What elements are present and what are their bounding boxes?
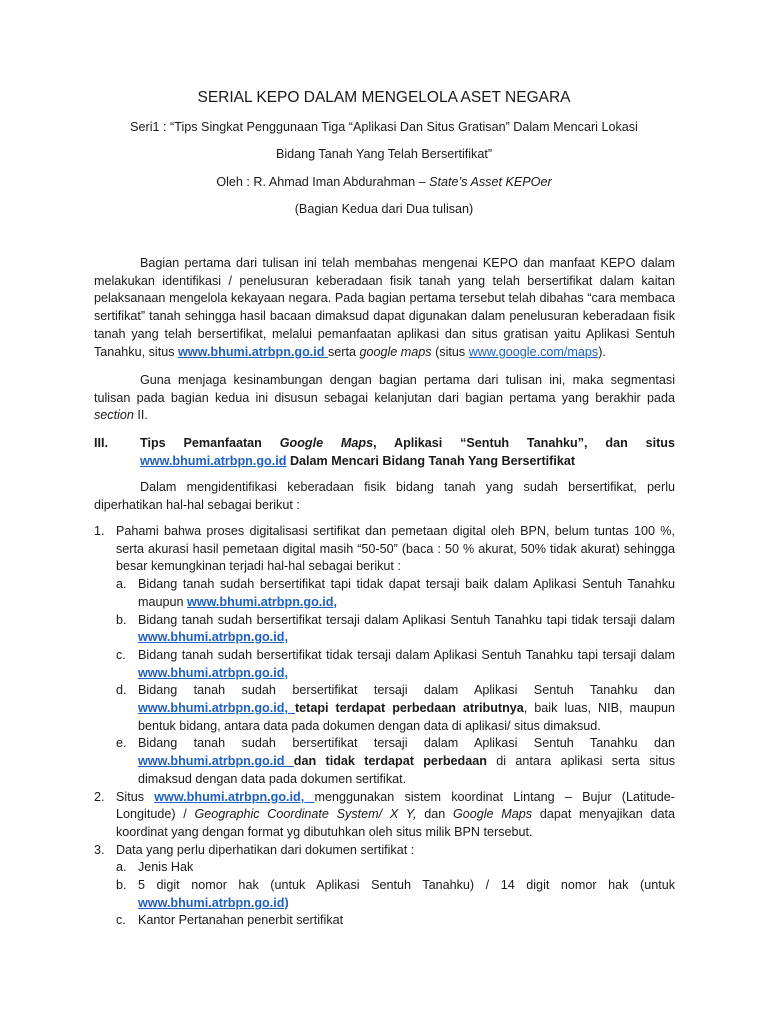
sublist-marker: b. (116, 878, 127, 893)
sublist-1b-text: Bidang tanah sudah bersertifikat tersaji dalam Aplikasi Sentuh Tanahku tapi tidak tersaji dalam (138, 612, 675, 627)
sublist-marker: e. (116, 736, 127, 751)
sublist-item-3a (116, 859, 675, 877)
document-title: SERIAL KEPO DALAM MENGELOLA ASET NEGARA (197, 89, 571, 106)
intro-paragraph (94, 255, 675, 361)
sublist-item-1a (116, 576, 675, 611)
sublist-1a-link[interactable]: www.bhumi.atrbpn.go.id, (187, 594, 337, 609)
section-title-b: , Aplikasi “Sentuh Tanahku”, dan situs (373, 436, 675, 450)
sublist-marker: b. (116, 612, 127, 627)
sublist-3a-text: Jenis Hak (138, 860, 194, 875)
continuity-text: Guna menjaga kesinambungan dengan bagian pertama dari tulisan ini, maka segmentasi tulisan pada bagian kedua ini disusun sebagai kelanjutan dari bagian pertama yang berakhir pada (94, 373, 675, 405)
list-item-1-text: Pahami bahwa proses digitalisasi sertifikat dan pemetaan digital oleh BPN, belum tuntas 100 %, serta akurasi hasil pemetaan digital masih “50-50” (baca : 50 % akurat, 50% tidak akurat) sehingga besar kemungkinan terjadi hal-hal sebagai berikut : (116, 524, 675, 574)
sublist-1d-link[interactable]: www.bhumi.atrbpn.go.id, (138, 701, 295, 716)
section-title-a: Tips Pemanfaatan (140, 436, 280, 450)
list-item-2-google-maps: Google Maps (452, 807, 533, 822)
sublist-1d-bold: tetapi terdapat perbedaan atributnya (294, 701, 524, 716)
intro-end: ). (598, 344, 606, 359)
continuity-paragraph (94, 372, 675, 425)
sublist-marker: a. (116, 860, 127, 875)
list-item-2-italic: Geographic Coordinate System/ X Y, (194, 807, 417, 822)
series-subtitle-line1: Seri1 : “Tips Singkat Penggunaan Tiga “Aplikasi Dan Situs Gratisan” Dalam Mencari Lokasi (130, 120, 638, 134)
sublist-1c-link[interactable]: www.bhumi.atrbpn.go.id, (138, 665, 288, 680)
sublist-3b-text: 5 digit nomor hak (untuk Aplikasi Sentuh Tanahku) / 14 digit nomor hak (untuk (138, 878, 675, 893)
continuity-end: II. (133, 408, 148, 423)
list-item-2 (94, 789, 675, 842)
section-title-c: Dalam Mencari Bidang Tanah Yang Bersertifikat (286, 453, 576, 468)
sublist-1e-text: Bidang tanah sudah bersertifikat tersaji dalam Aplikasi Sentuh Tanahku dan (138, 736, 675, 751)
author-line (0, 175, 768, 189)
section-link-bhumi[interactable]: www.bhumi.atrbpn.go.id (140, 453, 287, 468)
sublist-1a-text: Bidang tanah sudah bersertifikat tapi tidak dapat tersaji baik dalam Aplikasi Sentuh Tanahku maupun (138, 577, 675, 609)
intro-mid2: (situs (431, 344, 469, 359)
section-number: III. (94, 436, 108, 450)
sublist-1b-link[interactable]: www.bhumi.atrbpn.go.id, (138, 630, 288, 645)
sublist-marker: c. (116, 913, 126, 928)
sublist-item-1d (116, 682, 675, 735)
link-google-maps[interactable]: www.google.com/maps (468, 344, 599, 359)
section-word: section (94, 408, 134, 423)
sublist-1e-bold: dan tidak terdapat perbedaan (293, 754, 487, 769)
sublist-1e-end: di antara aplikasi serta situs dimaksud dengan data pada dokumen sertifikat. (138, 754, 675, 786)
link-bhumi[interactable]: www.bhumi.atrbpn.go.id (178, 344, 328, 359)
sublist-3c-text: Kantor Pertanahan penerbit sertifikat (138, 913, 344, 928)
sublist-marker: a. (116, 577, 127, 592)
list-item-1 (94, 523, 675, 576)
section-title (140, 435, 675, 470)
list-item-2-d: dapat menyajikan data koordinat yang dengan format yg dibutuhkan oleh situs milik BPN tersebut. (116, 807, 675, 839)
author-suffix: State’s Asset KEPOer (429, 175, 552, 189)
intro-text: Bagian pertama dari tulisan ini telah membahas mengenai KEPO dan manfaat KEPO dalam melakukan identifikasi / penelusuran keberadaan fisik tanah yang telah bersertifikat dalam kaitan pelaksanaan mengelola kekayaan negara. Pada bagian pertama tersebut telah dibahas “cara membaca sertifikat” tanah sehingga hasil bacaan dimaksud dapat digunakan dalam penelusuran keberadaan fisik tanah yang telah bersertifikat, melalui pemanfaatan aplikasi dan situs gratisan yaitu Aplikasi Sentuh Tanahku, situs (94, 256, 675, 359)
sublist-1e-link[interactable]: www.bhumi.atrbpn.go.id (138, 754, 294, 769)
list-item-2-link[interactable]: www.bhumi.atrbpn.go.id, (154, 789, 315, 804)
sublist-item-1e (116, 735, 675, 788)
sublist-item-3b (116, 877, 675, 912)
section-title-google-maps: Google Maps (279, 436, 374, 450)
part-label: (Bagian Kedua dari Dua tulisan) (294, 202, 474, 216)
list-item-2-a: Situs (116, 789, 155, 804)
list-marker: 3. (94, 842, 105, 857)
sublist-marker: c. (116, 647, 126, 662)
series-subtitle-line2: Bidang Tanah Yang Telah Bersertifikat” (275, 147, 493, 161)
main-list (94, 523, 675, 930)
sublist-1d-text: Bidang tanah sudah bersertifikat tersaji dalam Aplikasi Sentuh Tanahku dan (138, 683, 675, 698)
intro-google-maps: google maps (359, 344, 432, 359)
list-item-3 (94, 842, 675, 860)
list-item-2-c: dan (416, 807, 453, 822)
sublist-item-3c (116, 912, 675, 930)
list-marker: 2. (94, 789, 105, 804)
sublist-3b-link[interactable]: www.bhumi.atrbpn.go.id) (138, 895, 289, 910)
section-heading (94, 435, 675, 470)
intro-mid: serta (327, 344, 360, 359)
list-item-2-b: menggunakan sistem koordinat Lintang – Bujur (Latitude-Longitude) / (116, 789, 676, 822)
sublist-item-1c (116, 647, 675, 682)
list-item-3-text: Data yang perlu diperhatikan dari dokumen sertifikat : (116, 842, 415, 857)
sublist-marker: d. (116, 683, 127, 698)
sublist-1c-text: Bidang tanah sudah bersertifikat tidak tersaji dalam Aplikasi Sentuh Tanahku tapi tersaji dalam (138, 647, 675, 662)
list-marker: 1. (94, 524, 105, 538)
sublist-1d-end: , baik luas, NIB, maupun bentuk bidang, antara data pada dokumen dengan data di aplikasi/ situs dimaksud. (138, 701, 675, 733)
sublist-item-1b (116, 612, 675, 647)
notes-intro-paragraph: Dalam mengidentifikasi keberadaan fisik bidang tanah yang sudah bersertifikat, perlu diperhatikan hal-hal sebagai berikut : (94, 480, 675, 512)
author-prefix: Oleh : R. Ahmad Iman Abdurahman – (216, 175, 430, 189)
